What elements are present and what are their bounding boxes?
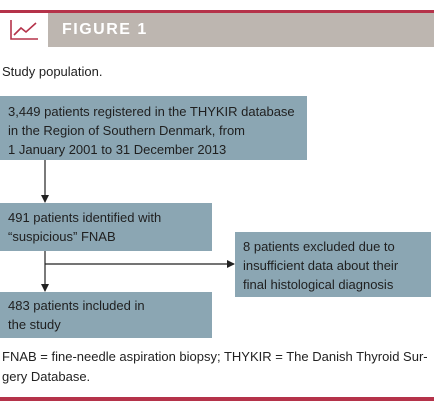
- figure-caption: Study population.: [2, 64, 103, 79]
- flow-box-line: the study: [8, 317, 61, 332]
- flow-box-line: final histological diagnosis: [243, 277, 394, 292]
- footnote-line: FNAB = fine-needle aspiration biopsy; THYKIR = The Danish Thyroid Sur-: [2, 349, 428, 364]
- flow-box-line: 491 patients identified with: [8, 210, 162, 225]
- footnote-line: gery Database.: [2, 369, 91, 384]
- flow-box-line: 8 patients excluded due to: [243, 239, 395, 254]
- flow-box-line: insufficient data about their: [243, 258, 399, 273]
- figure-footnote: [2, 347, 432, 387]
- flow-box-line: in the Region of Southern Denmark, from: [8, 123, 246, 138]
- flow-box-line: “suspicious” FNAB: [8, 229, 116, 244]
- flow-box-line: 3,449 patients registered in the THYKIR database: [8, 104, 295, 119]
- flow-box-line: 483 patients included in: [8, 298, 145, 313]
- bottom-accent-rule: [0, 397, 434, 401]
- figure-title: FIGURE 1: [62, 21, 148, 38]
- flow-box-line: 1 January 2001 to 31 December 2013: [8, 142, 227, 157]
